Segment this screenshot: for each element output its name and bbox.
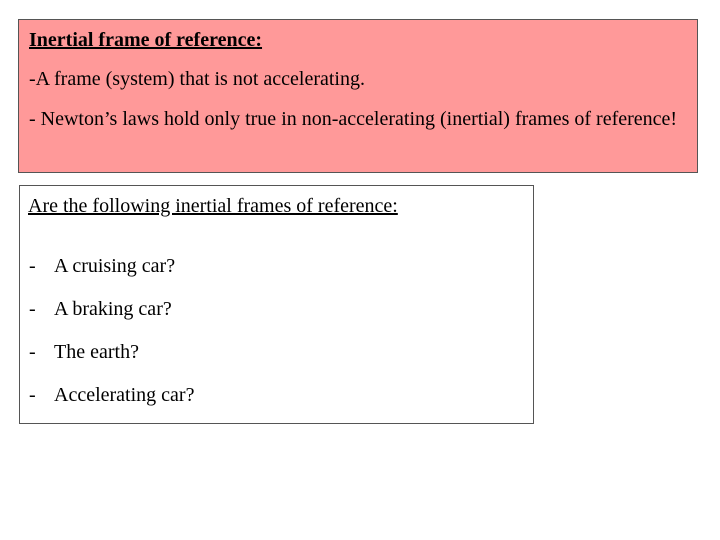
- list-dash: -: [29, 298, 36, 320]
- list-item-text: The earth?: [54, 341, 139, 363]
- list-item: [28, 382, 525, 408]
- list-item-text: A braking car?: [54, 298, 172, 320]
- list-item: [28, 339, 525, 365]
- list-item-text: A cruising car?: [54, 255, 176, 277]
- list-dash: -: [29, 341, 36, 363]
- definition-title: Inertial frame of reference:: [29, 29, 263, 51]
- list-item: [28, 253, 525, 279]
- definition-box: [18, 19, 698, 173]
- questions-title: Are the following inertial frames of reference:: [28, 195, 398, 217]
- definition-line-1: -A frame (system) that is not accelerating.: [29, 68, 365, 90]
- list-item: [28, 296, 525, 322]
- list-dash: -: [29, 384, 36, 406]
- definition-line-2: - Newton’s laws hold only true in non-accelerating (inertial) frames of reference!: [29, 108, 678, 130]
- questions-list: [28, 253, 525, 408]
- list-item-text: Accelerating car?: [54, 384, 195, 406]
- questions-box: [19, 185, 534, 424]
- list-dash: -: [29, 255, 36, 277]
